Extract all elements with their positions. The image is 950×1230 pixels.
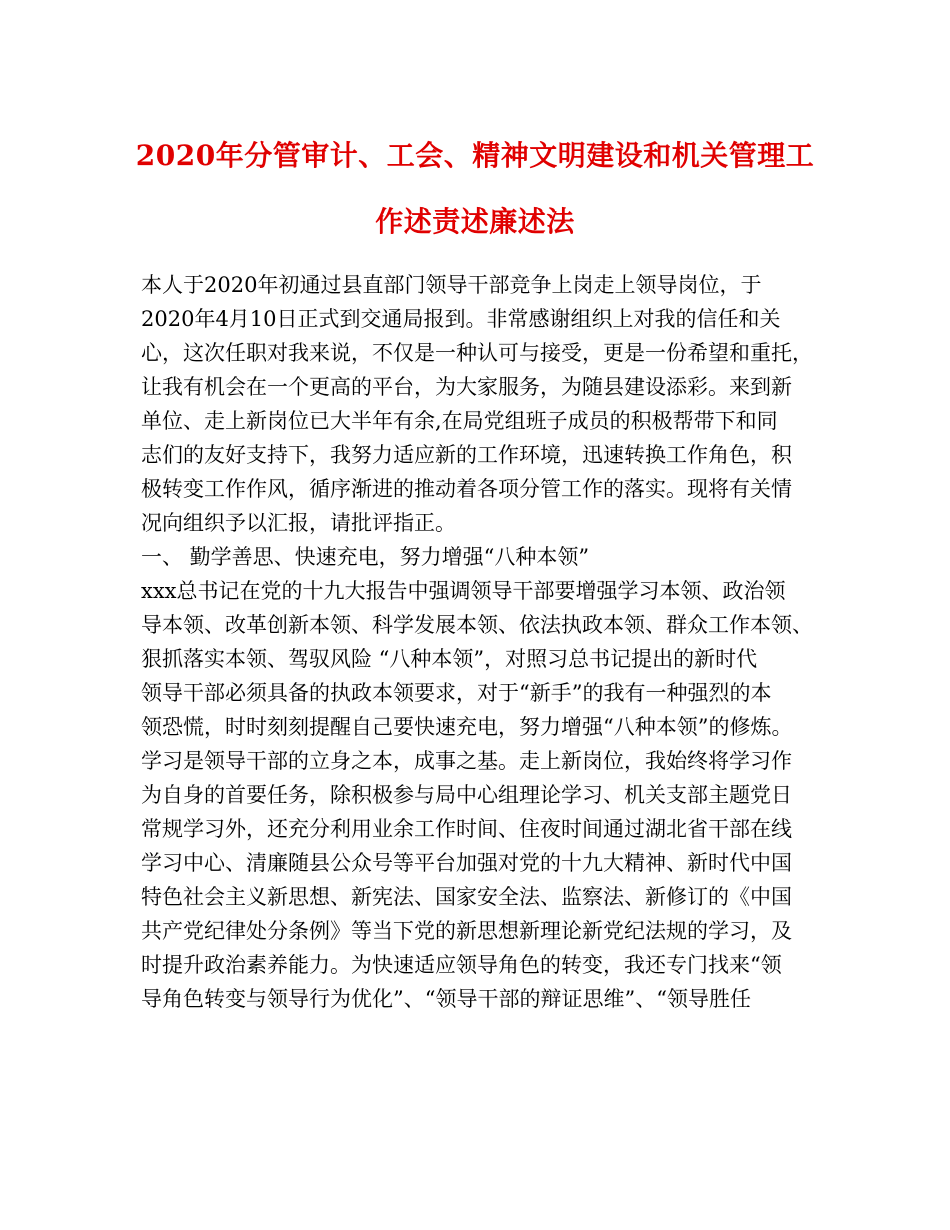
body-line: 本人于2020年初通过县直部门领导干部竞争上岗走上领导岗位，于: [141, 273, 762, 297]
document-title-line-2: 作述责述廉述法: [375, 205, 575, 238]
body-line: 2020年4月10日正式到交通局报到。非常感谢组织上对我的信任和关: [141, 307, 781, 331]
body-line: 志们的友好支持下，我努力适应新的工作环境，迅速转换工作角色，积: [141, 443, 792, 467]
body-line: 常规学习外，还充分利用业余工作时间、住夜时间通过湖北省干部在线: [141, 817, 792, 841]
body-line: 学习是领导干部的立身之本，成事之基。走上新岗位，我始终将学习作: [141, 749, 792, 773]
body-line: 领导干部必须具备的执政本领要求，对于“新手”的我有一种强烈的本: [141, 681, 772, 705]
document-body: [141, 268, 821, 1016]
body-line: 导本领、改革创新本领、科学发展本领、依法执政本领、群众工作本领、: [141, 613, 813, 637]
body-line: 学习中心、清廉随县公众号等平台加强对党的十九大精神、新时代中国: [141, 851, 792, 875]
body-line: 特色社会主义新思想、新宪法、国家安全法、监察法、新修订的《中国: [141, 885, 792, 909]
body-line: 导角色转变与领导行为优化”、“领导干部的辩证思维”、“领导胜任: [141, 987, 751, 1011]
section-heading: 一、 勤学善思、快速充电，努力增强“八种本领”: [141, 545, 590, 569]
body-line: 狠抓落实本领、驾驭风险 “八种本领”，对照习总书记提出的新时代: [141, 647, 758, 671]
body-line: 极转变工作作风，循序渐进的推动着各项分管工作的落实。现将有关情: [141, 477, 792, 501]
body-line: xxx总书记在党的十九大报告中强调领导干部要增强学习本领、政治领: [141, 579, 786, 603]
body-line: 领恐慌，时时刻刻提醒自己要快速充电，努力增强“八种本领”的修炼。: [141, 715, 793, 739]
document-title-line-1: 2020年分管审计、工会、精神文明建设和机关管理工: [135, 139, 815, 172]
body-line: 心，这次任职对我来说，不仅是一种认可与接受，更是一份希望和重托，: [141, 341, 813, 365]
body-line: 时提升政治素养能力。为快速适应领导角色的转变，我还专门找来“领: [141, 953, 782, 977]
body-line: 让我有机会在一个更高的平台，为大家服务，为随县建设添彩。来到新: [141, 375, 792, 399]
body-line: 况向组织予以汇报，请批评指正。: [141, 511, 456, 535]
body-line: 共产党纪律处分条例》等当下党的新思想新理论新党纪法规的学习，及: [141, 919, 792, 943]
body-line: 为自身的首要任务，除积极参与局中心组理论学习、机关支部主题党日: [141, 783, 792, 807]
body-line: 单位、走上新岗位已大半年有余,在局党组班子成员的积极帮带下和同: [141, 409, 778, 433]
